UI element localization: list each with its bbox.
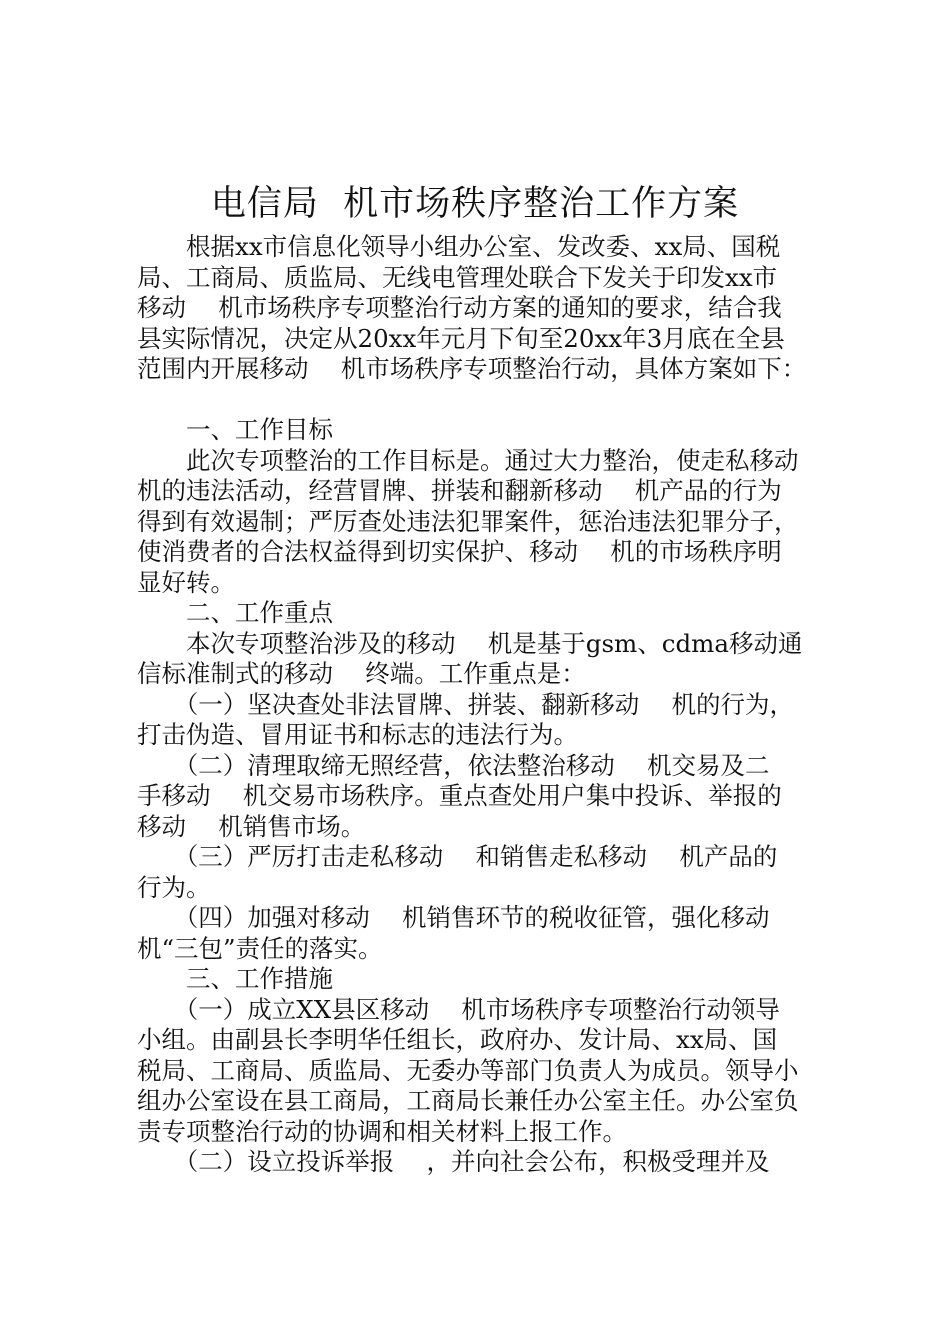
text-line: 移动 机销售市场。 xyxy=(137,811,366,841)
text-line: 范围内开展移动 机市场秩序专项整治行动，具体方案如下： xyxy=(137,354,807,383)
text-line: 二、工作重点 xyxy=(137,598,333,627)
text-line: （二）清理取缔无照经营，依法整治移动 机交易及二 xyxy=(137,750,770,780)
text-line: 县实际情况，决定从20xx年元月下旬至20xx年3月底在全县 xyxy=(137,323,785,353)
text-line: （一）坚决查处非法冒牌、拼装、翻新移动 机的行为， xyxy=(137,689,795,719)
text-line: 责专项整治行动的协调和相关材料上报工作。 xyxy=(137,1116,627,1146)
text-line: 此次专项整治的工作目标是。通过大力整治，使走私移动 xyxy=(137,445,799,475)
text-line: 本次专项整治涉及的移动 机是基于gsm、cdma移动通 xyxy=(137,628,803,658)
text-line: 得到有效遏制；严厉查处违法犯罪案件，惩治违法犯罪分子， xyxy=(137,506,799,536)
text-line: 小组。由副县长李明华任组长，政府办、发计局、xx局、国 xyxy=(137,1025,778,1054)
text-line: （四）加强对移动 机销售环节的税收征管，强化移动 xyxy=(137,903,770,932)
document-body xyxy=(137,232,827,1178)
text-line: 根据xx市信息化领导小组办公室、发改委、xx局、国税 xyxy=(137,232,781,261)
text-line: 三、工作措施 xyxy=(137,964,333,993)
text-line: （三）严厉打击走私移动 和销售走私移动 机产品的 xyxy=(137,842,778,871)
text-line: 局、工商局、质监局、无线电管理处联合下发关于印发xx市 xyxy=(137,262,778,292)
text-line: 一、工作目标 xyxy=(137,415,333,444)
text-line: （一）成立XX县区移动 机市场秩序专项整治行动领导 xyxy=(137,994,780,1024)
document-title: 电信局 机市场秩序整治工作方案 xyxy=(210,184,740,224)
text-line: 税局、工商局、质监局、无委办等部门负责人为成员。领导小 xyxy=(137,1055,799,1085)
blank-line xyxy=(137,385,827,416)
text-line: （二）设立投诉举报 ，并向社会公布，积极受理并及 xyxy=(137,1147,770,1176)
text-line: 信标准制式的移动 终端。工作重点是： xyxy=(137,659,586,688)
text-line: 手移动 机交易市场秩序。重点查处用户集中投诉、举报的 xyxy=(137,781,782,810)
text-line: 行为。 xyxy=(137,872,211,902)
text-line: 移动 机市场秩序专项整治行动方案的通知的要求，结合我 xyxy=(137,293,782,322)
text-line: 打击伪造、冒用证书和标志的违法行为。 xyxy=(137,720,578,749)
text-line: 组办公室设在县工商局，工商局长兼任办公室主任。办公室负 xyxy=(137,1086,799,1115)
text-line: 显好转。 xyxy=(137,567,235,597)
text-line: 机的违法活动，经营冒牌、拼装和翻新移动 机产品的行为 xyxy=(137,476,782,505)
text-line: 使消费者的合法权益得到切实保护、移动 机的市场秩序明 xyxy=(137,537,782,566)
text-line: 机“三包”责任的落实。 xyxy=(137,933,383,963)
